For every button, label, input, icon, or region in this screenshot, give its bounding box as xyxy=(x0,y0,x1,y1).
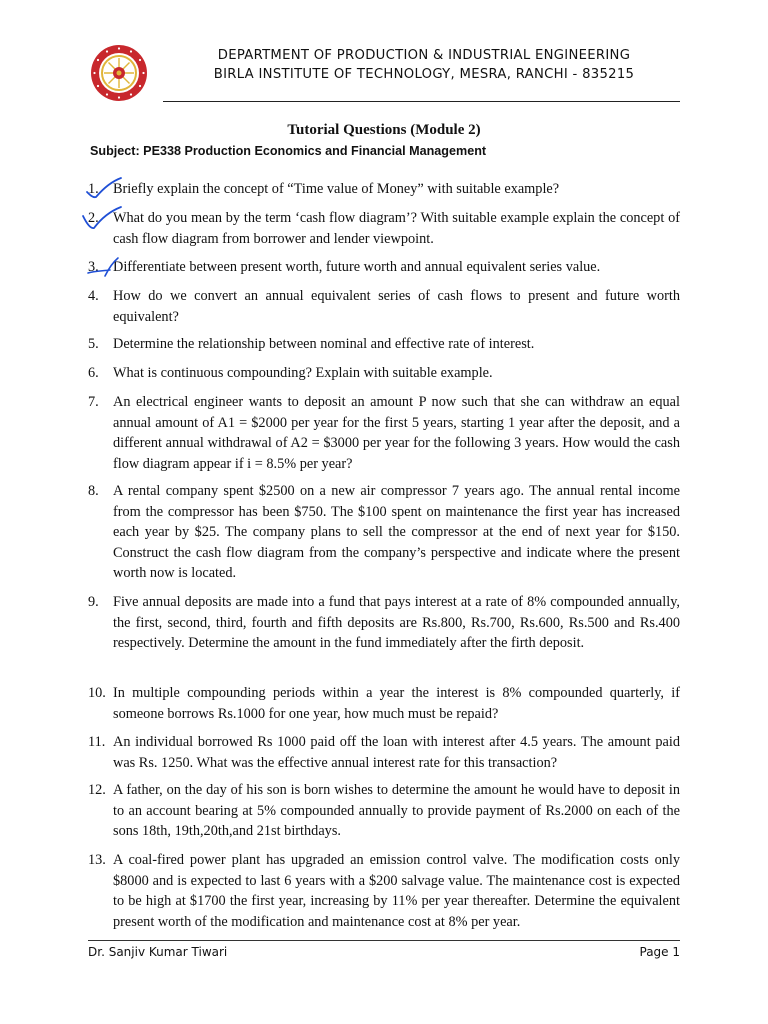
question-text: Differentiate between present worth, future worth and annual equivalent series value. xyxy=(113,259,601,275)
institute-name: BIRLA INSTITUTE OF TECHNOLOGY, MESRA, RANCHI - 835215 xyxy=(213,67,635,82)
question-item xyxy=(88,179,680,200)
question-text: An electrical engineer wants to deposit an amount P now such that she can withdraw an equal annual amount of A1 = $2000 per year for the first 5 years, starting 1 year after the deposit, and a different annual withdrawal of A2 = $3000 per year for the following 3 years. How would the cash flow diagram appear if i = 8.5% per year? xyxy=(113,394,680,472)
question-text: What do you mean by the term ‘cash flow diagram’? With suitable example explain the concept of cash flow diagram from borrower and lender viewpoint. xyxy=(113,210,680,247)
question-item xyxy=(88,257,680,278)
question-item xyxy=(88,592,680,654)
page-title: Tutorial Questions (Module 2) xyxy=(287,122,481,138)
question-number: 12. xyxy=(88,782,106,798)
question-number: 13. xyxy=(88,852,106,868)
question-text: Determine the relationship between nominal and effective rate of interest. xyxy=(113,336,535,352)
question-number: 1. xyxy=(88,181,99,197)
question-text: How do we convert an annual equivalent series of cash flows to present and future worth equivalent? xyxy=(113,288,680,325)
footer-divider xyxy=(88,940,680,941)
question-item xyxy=(88,481,680,584)
question-text: Five annual deposits are made into a fund that pays interest at a rate of 8% compounded annually, the first, second, third, fourth and fifth deposits are Rs.800, Rs.700, Rs.600, Rs.500 and Rs.400 respectively. Determine the amount in the fund immediately after the firth deposit. xyxy=(113,594,680,652)
question-item xyxy=(88,850,680,932)
question-item xyxy=(88,334,680,355)
question-item xyxy=(88,392,680,474)
question-number: 11. xyxy=(88,734,106,750)
department-name: DEPARTMENT OF PRODUCTION & INDUSTRIAL ENGINEERING xyxy=(217,48,631,63)
question-number: 10. xyxy=(88,685,106,701)
header-divider xyxy=(163,101,680,102)
question-number: 4. xyxy=(88,288,99,304)
letterhead xyxy=(164,46,684,84)
question-number: 6. xyxy=(88,365,99,381)
subject-line: Subject: PE338 Production Economics and Financial Management xyxy=(90,144,487,158)
question-text: A father, on the day of his son is born wishes to determine the amount he would have to deposit in to an account bearing at 5% compounded annually to provide payment of Rs.2000 on each of the sons 18th, 19th,20th,and 21st birthdays. xyxy=(113,782,680,840)
question-number: 7. xyxy=(88,394,99,410)
question-text: An individual borrowed Rs 1000 paid off the loan with interest after 4.5 years. The amount paid was Rs. 1250. What was the effective annual interest rate for this transaction? xyxy=(113,734,680,771)
question-text: In multiple compounding periods within a year the interest is 8% compounded quarterly, if someone borrows Rs.1000 for one year, how much must be repaid? xyxy=(113,685,680,722)
question-text: What is continuous compounding? Explain with suitable example. xyxy=(113,365,493,381)
footer-author: Dr. Sanjiv Kumar Tiwari xyxy=(88,945,228,959)
question-number: 2. xyxy=(88,210,99,226)
question-item xyxy=(88,208,680,249)
question-item xyxy=(88,683,680,724)
question-text: Briefly explain the concept of “Time value of Money” with suitable example? xyxy=(113,181,560,197)
question-number: 8. xyxy=(88,483,99,499)
question-text: A rental company spent $2500 on a new air compressor 7 years ago. The annual rental income from the compressor has been $750. The $100 spent on maintenance the first year has increased each year by $25. The company plans to sell the compressor at the end of next year for $150. Construct the cash flow diagram from the company’s perspective and indicate where the present worth now is located. xyxy=(113,483,680,582)
question-text: A coal-fired power plant has upgraded an emission control valve. The modification costs only $8000 and is expected to last 6 years with a $200 salvage value. The maintenance cost is expected to be high at $1700 the first year, increasing by 11% per year thereafter. Determine the equivalent present worth of the modification and maintenance cost at 8% per year. xyxy=(113,852,680,930)
question-number: 9. xyxy=(88,594,99,610)
question-item xyxy=(88,780,680,842)
question-item xyxy=(88,286,680,327)
question-number: 3. xyxy=(88,259,99,275)
page-number: Page 1 xyxy=(639,945,680,959)
institute-logo-icon xyxy=(90,44,148,102)
question-number: 5. xyxy=(88,336,99,352)
question-item xyxy=(88,363,680,384)
question-item xyxy=(88,732,680,773)
